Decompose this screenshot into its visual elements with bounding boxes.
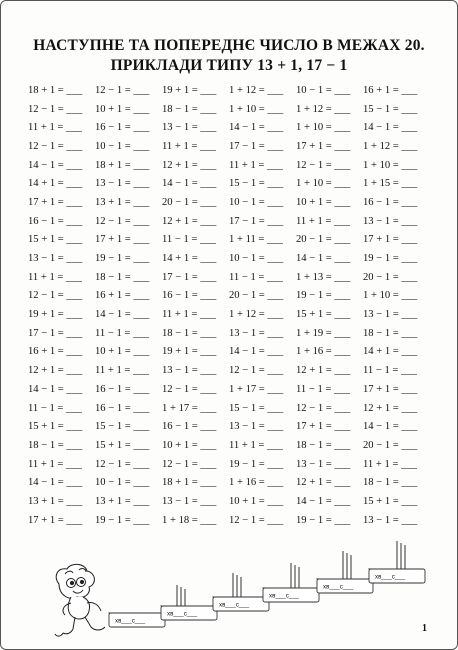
exercise-cell: 17 − 1 = ___ [229, 215, 284, 227]
exercise-cell: 12 − 1 = ___ [28, 103, 83, 115]
exercise-cell: 11 − 1 = ___ [296, 383, 350, 395]
exercise-cell: 13 − 1 = ___ [162, 495, 217, 507]
exercise-cell: 17 + 1 = ___ [28, 514, 83, 526]
exercise-cell: 12 − 1 = ___ [95, 215, 150, 227]
exercise-cell: 16 − 1 = ___ [162, 421, 217, 433]
exercise-row [28, 100, 430, 119]
exercise-cell: 18 − 1 = ___ [95, 271, 150, 283]
exercise-cell: 13 − 1 = ___ [95, 178, 150, 190]
page-number: 1 [422, 623, 427, 634]
exercise-cell: 19 + 1 = ___ [28, 309, 83, 321]
exercise-cell: 19 + 1 = ___ [162, 346, 217, 358]
exercise-cell: 12 − 1 = ___ [296, 159, 351, 171]
exercise-cell: 17 + 1 = ___ [28, 196, 83, 208]
exercise-cell: 14 − 1 = ___ [363, 421, 418, 433]
step-label: хв___с___ [167, 610, 198, 618]
exercise-cell: 1 + 19 = ___ [296, 327, 351, 339]
exercise-cell: 15 + 1 = ___ [28, 421, 83, 433]
exercise-cell: 1 + 10 = ___ [363, 290, 418, 302]
exercise-cell: 13 + 1 = ___ [95, 196, 150, 208]
exercise-cell: 14 + 1 = ___ [363, 346, 418, 358]
exercise-cell: 11 + 1 = ___ [28, 458, 82, 470]
exercise-cell: 15 − 1 = ___ [363, 103, 418, 115]
exercise-cell: 17 + 1 = ___ [296, 140, 351, 152]
exercise-cell: 15 − 1 = ___ [229, 178, 284, 190]
exercise-cell: 13 − 1 = ___ [229, 327, 284, 339]
exercise-row [28, 380, 430, 399]
exercise-cell: 20 − 1 = ___ [162, 196, 217, 208]
exercise-cell: 14 + 1 = ___ [162, 253, 217, 265]
exercise-cell: 14 − 1 = ___ [296, 253, 351, 265]
exercise-cell: 10 + 1 = ___ [296, 196, 351, 208]
exercise-cell: 19 + 1 = ___ [162, 84, 217, 96]
exercise-cell: 1 + 15 = ___ [363, 178, 418, 190]
page-subtitle: ПРИКЛАДИ ТИПУ 13 + 1, 17 − 1 [110, 57, 348, 74]
exercise-cell: 19 − 1 = ___ [229, 458, 284, 470]
exercise-cell: 19 − 1 = ___ [95, 253, 150, 265]
exercise-cell: 17 + 1 = ___ [95, 234, 150, 246]
exercise-grid [28, 81, 430, 530]
exercise-cell: 19 − 1 = ___ [363, 253, 418, 265]
exercise-cell: 18 − 1 = ___ [162, 327, 217, 339]
exercise-cell: 1 + 17 = ___ [229, 383, 284, 395]
exercise-cell: 16 − 1 = ___ [363, 196, 418, 208]
exercise-cell: 1 + 12 = ___ [296, 103, 351, 115]
exercise-cell: 10 − 1 = ___ [95, 140, 150, 152]
exercise-cell: 10 + 1 = ___ [95, 103, 150, 115]
exercise-cell: 16 − 1 = ___ [28, 215, 83, 227]
exercise-cell: 16 − 1 = ___ [95, 402, 150, 414]
exercise-cell: 19 − 1 = ___ [95, 514, 150, 526]
exercise-cell: 10 − 1 = ___ [95, 477, 150, 489]
exercise-cell: 16 − 1 = ___ [162, 290, 217, 302]
exercise-row [28, 436, 430, 455]
exercise-row [28, 268, 430, 287]
exercise-cell: 11 − 1 = ___ [95, 327, 149, 339]
exercise-cell: 12 − 1 = ___ [28, 290, 83, 302]
exercise-cell: 1 + 11 = ___ [229, 234, 283, 246]
exercise-row [28, 249, 430, 268]
exercise-cell: 16 + 1 = ___ [363, 84, 418, 96]
exercise-row [28, 174, 430, 193]
exercise-cell: 1 + 12 = ___ [229, 84, 284, 96]
exercise-cell: 20 − 1 = ___ [229, 290, 284, 302]
step-label: хв___с___ [115, 617, 146, 625]
exercise-cell: 1 + 18 = ___ [162, 514, 217, 526]
exercise-cell: 11 + 1 = ___ [95, 365, 149, 377]
exercise-cell: 17 + 1 = ___ [296, 421, 351, 433]
exercise-cell: 11 + 1 = ___ [229, 439, 283, 451]
exercise-cell: 12 − 1 = ___ [28, 140, 83, 152]
exercise-cell: 19 − 1 = ___ [296, 290, 351, 302]
exercise-cell: 13 − 1 = ___ [363, 215, 418, 227]
exercise-cell: 19 − 1 = ___ [296, 514, 351, 526]
exercise-cell: 12 + 1 = ___ [296, 365, 351, 377]
exercise-cell: 15 + 1 = ___ [296, 309, 351, 321]
exercise-cell: 1 + 16 = ___ [296, 346, 351, 358]
exercise-cell: 12 + 1 = ___ [162, 159, 217, 171]
exercise-cell: 13 − 1 = ___ [296, 458, 351, 470]
exercise-cell: 13 − 1 = ___ [162, 365, 217, 377]
exercise-cell: 1 + 16 = ___ [229, 477, 284, 489]
exercise-cell: 11 + 1 = ___ [363, 458, 417, 470]
exercise-cell: 14 − 1 = ___ [28, 159, 83, 171]
exercise-cell: 20 − 1 = ___ [363, 271, 418, 283]
exercise-cell: 14 − 1 = ___ [95, 309, 150, 321]
exercise-cell: 14 − 1 = ___ [28, 477, 83, 489]
exercise-row [28, 511, 430, 530]
exercise-row [28, 156, 430, 175]
exercise-cell: 11 + 1 = ___ [296, 215, 350, 227]
staircase-illustration [1, 529, 457, 649]
exercise-cell: 15 + 1 = ___ [363, 495, 418, 507]
exercise-cell: 13 + 1 = ___ [28, 495, 83, 507]
exercise-cell: 14 − 1 = ___ [363, 122, 418, 134]
exercise-cell: 13 − 1 = ___ [363, 514, 418, 526]
exercise-row [28, 492, 430, 511]
exercise-cell: 11 + 1 = ___ [162, 309, 216, 321]
exercise-cell: 15 − 1 = ___ [95, 421, 150, 433]
exercise-cell: 10 + 1 = ___ [162, 439, 217, 451]
exercise-row [28, 231, 430, 250]
exercise-cell: 18 − 1 = ___ [162, 103, 217, 115]
exercise-cell: 1 + 10 = ___ [363, 159, 418, 171]
exercise-row [28, 81, 430, 100]
exercise-cell: 12 + 1 = ___ [363, 402, 418, 414]
exercise-cell: 10 + 1 = ___ [229, 495, 284, 507]
exercise-cell: 18 + 1 = ___ [95, 159, 150, 171]
exercise-row [28, 118, 430, 137]
exercise-cell: 1 + 12 = ___ [229, 309, 284, 321]
step-label: хв___с___ [375, 573, 406, 581]
exercise-cell: 1 + 10 = ___ [229, 103, 284, 115]
exercise-cell: 12 − 1 = ___ [229, 365, 284, 377]
exercise-row [28, 193, 430, 212]
exercise-cell: 11 + 1 = ___ [229, 159, 283, 171]
exercise-cell: 14 − 1 = ___ [296, 495, 351, 507]
exercise-row [28, 417, 430, 436]
exercise-row [28, 305, 430, 324]
exercise-cell: 1 + 10 = ___ [296, 178, 351, 190]
exercise-cell: 1 + 10 = ___ [296, 122, 351, 134]
exercise-row [28, 137, 430, 156]
exercise-cell: 14 + 1 = ___ [28, 178, 83, 190]
exercise-cell: 10 − 1 = ___ [229, 196, 284, 208]
exercise-cell: 1 + 12 = ___ [363, 140, 418, 152]
cartoon-character-icon [55, 564, 105, 636]
exercise-cell: 13 − 1 = ___ [28, 253, 83, 265]
exercise-cell: 11 + 1 = ___ [28, 271, 82, 283]
exercise-cell: 12 − 1 = ___ [95, 84, 150, 96]
exercise-cell: 16 + 1 = ___ [95, 290, 150, 302]
exercise-cell: 16 − 1 = ___ [95, 383, 150, 395]
exercise-cell: 12 − 1 = ___ [296, 402, 351, 414]
exercise-cell: 11 − 1 = ___ [162, 234, 216, 246]
exercise-row [28, 324, 430, 343]
exercise-cell: 20 − 1 = ___ [363, 439, 418, 451]
exercise-row [28, 473, 430, 492]
step-label: хв___с___ [219, 601, 250, 609]
exercise-cell: 18 − 1 = ___ [296, 439, 351, 451]
step-label: хв___с___ [323, 583, 354, 591]
exercise-row [28, 343, 430, 362]
exercise-cell: 18 + 1 = ___ [28, 84, 83, 96]
exercise-row [28, 399, 430, 418]
exercise-cell: 16 + 1 = ___ [28, 346, 83, 358]
exercise-cell: 20 − 1 = ___ [296, 234, 351, 246]
exercise-cell: 17 − 1 = ___ [162, 271, 217, 283]
exercise-cell: 11 − 1 = ___ [229, 271, 283, 283]
exercise-cell: 17 + 1 = ___ [363, 383, 418, 395]
exercise-cell: 11 − 1 = ___ [28, 402, 82, 414]
exercise-cell: 14 − 1 = ___ [229, 346, 284, 358]
exercise-cell: 12 − 1 = ___ [229, 514, 284, 526]
exercise-cell: 10 − 1 = ___ [229, 253, 284, 265]
exercise-cell: 11 + 1 = ___ [28, 122, 82, 134]
exercise-cell: 11 − 1 = ___ [363, 365, 417, 377]
exercise-cell: 12 − 1 = ___ [95, 458, 150, 470]
exercise-cell: 18 − 1 = ___ [363, 327, 418, 339]
exercise-cell: 18 − 1 = ___ [363, 477, 418, 489]
exercise-cell: 14 − 1 = ___ [162, 178, 217, 190]
exercise-cell: 15 − 1 = ___ [229, 402, 284, 414]
exercise-cell: 17 − 1 = ___ [28, 327, 83, 339]
exercise-cell: 18 − 1 = ___ [28, 439, 83, 451]
exercise-cell: 13 − 1 = ___ [363, 309, 418, 321]
exercise-row [28, 287, 430, 306]
exercise-cell: 13 − 1 = ___ [162, 122, 217, 134]
step-label: хв___с___ [269, 592, 300, 600]
page-title: НАСТУПНЕ ТА ПОПЕРЕДНЄ ЧИСЛО В МЕЖАХ 20. [33, 37, 425, 54]
exercise-cell: 12 − 1 = ___ [162, 458, 217, 470]
exercise-cell: 15 + 1 = ___ [28, 234, 83, 246]
exercise-row [28, 212, 430, 231]
exercise-cell: 17 − 1 = ___ [229, 140, 284, 152]
exercise-cell: 12 − 1 = ___ [162, 383, 217, 395]
exercise-cell: 10 − 1 = ___ [296, 84, 351, 96]
exercise-cell: 17 + 1 = ___ [363, 234, 418, 246]
exercise-cell: 13 − 1 = ___ [229, 421, 284, 433]
exercise-cell: 16 − 1 = ___ [95, 122, 150, 134]
exercise-cell: 15 + 1 = ___ [95, 439, 150, 451]
exercise-cell: 1 + 17 = ___ [162, 402, 217, 414]
exercise-cell: 12 + 1 = ___ [296, 477, 351, 489]
exercise-cell: 14 − 1 = ___ [28, 383, 83, 395]
exercise-cell: 1 + 13 = ___ [296, 271, 351, 283]
exercise-row [28, 455, 430, 474]
exercise-cell: 13 + 1 = ___ [95, 495, 150, 507]
exercise-cell: 11 + 1 = ___ [162, 140, 216, 152]
exercise-cell: 10 + 1 = ___ [95, 346, 150, 358]
exercise-cell: 18 + 1 = ___ [162, 477, 217, 489]
exercise-cell: 12 + 1 = ___ [162, 215, 217, 227]
exercise-cell: 14 − 1 = ___ [229, 122, 284, 134]
exercise-row [28, 361, 430, 380]
exercise-cell: 12 + 1 = ___ [28, 365, 83, 377]
